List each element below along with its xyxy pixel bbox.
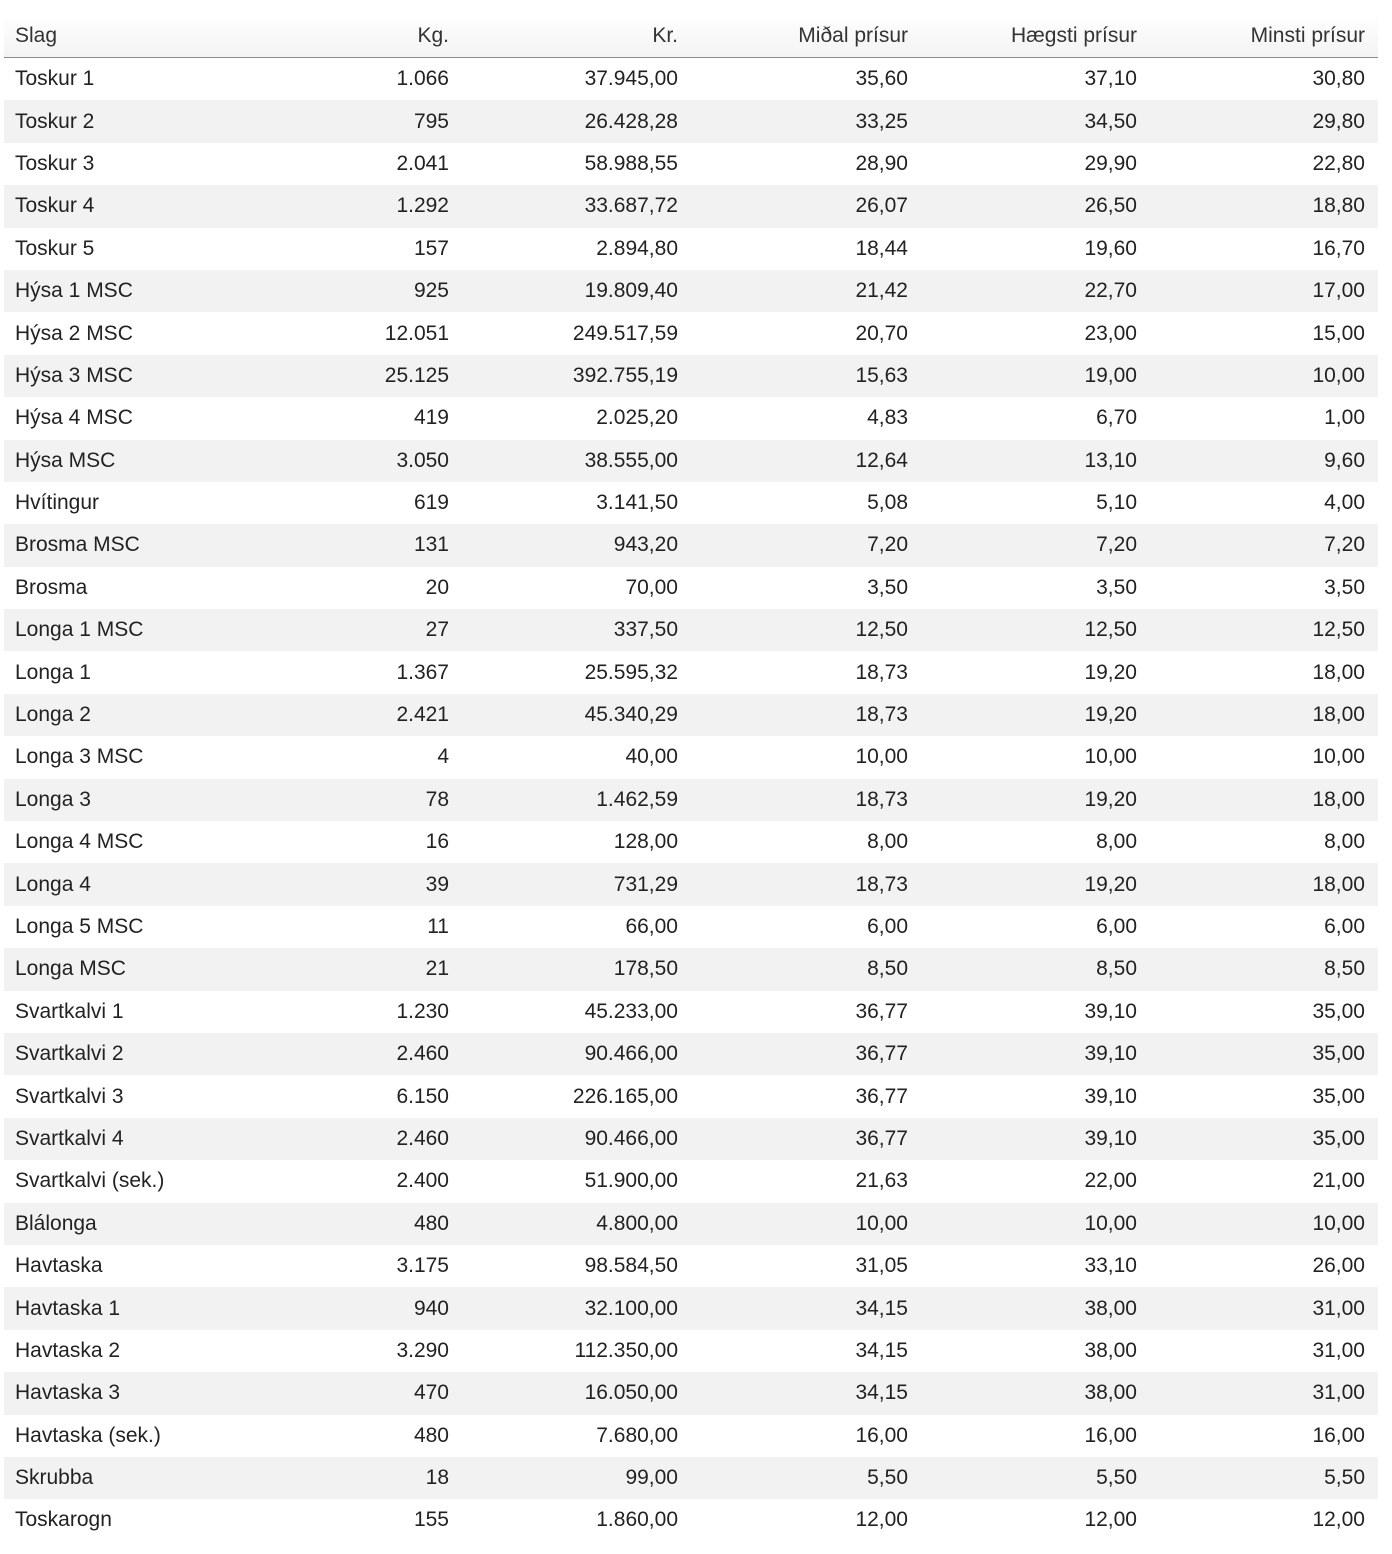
header-minsti-prisur: Minsti prísur — [1250, 23, 1365, 47]
cell-midal-prisur: 10,00 — [855, 1211, 908, 1235]
cell-kr: 90.466,00 — [584, 1126, 678, 1150]
cell-kg: 21 — [425, 957, 449, 981]
cell-minsti-prisur: 16,70 — [1312, 236, 1365, 260]
cell-kg: 470 — [413, 1381, 449, 1405]
cell-haegsti-prisur: 37,10 — [1084, 67, 1137, 91]
cell-midal-prisur: 12,64 — [855, 448, 908, 472]
cell-slag: Longa 1 — [15, 660, 91, 684]
cell-haegsti-prisur: 19,20 — [1084, 872, 1137, 896]
cell-haegsti-prisur: 8,00 — [1096, 830, 1137, 854]
cell-slag: Toskur 5 — [15, 236, 95, 260]
cell-minsti-prisur: 18,80 — [1312, 194, 1365, 218]
cell-kg: 2.421 — [396, 703, 449, 727]
cell-haegsti-prisur: 7,20 — [1096, 533, 1137, 557]
table-row — [4, 991, 1378, 1033]
cell-slag: Svartkalvi 3 — [15, 1084, 124, 1108]
cell-kr: 40,00 — [625, 745, 678, 769]
cell-kg: 18 — [425, 1466, 449, 1490]
cell-haegsti-prisur: 19,00 — [1084, 363, 1137, 387]
cell-minsti-prisur: 10,00 — [1312, 1211, 1365, 1235]
cell-kr: 943,20 — [613, 533, 678, 557]
table-header — [4, 14, 1378, 58]
cell-midal-prisur: 4,83 — [867, 406, 908, 430]
table-row — [4, 440, 1378, 482]
table-row — [4, 1287, 1378, 1329]
cell-midal-prisur: 5,08 — [867, 491, 908, 515]
cell-minsti-prisur: 21,00 — [1312, 1169, 1365, 1193]
cell-slag: Brosma MSC — [15, 533, 140, 557]
cell-kg: 4 — [437, 745, 449, 769]
cell-kr: 112.350,00 — [574, 1338, 678, 1362]
cell-slag: Longa 4 — [15, 872, 91, 896]
table-row — [4, 651, 1378, 693]
cell-kg: 1.367 — [396, 660, 449, 684]
cell-haegsti-prisur: 38,00 — [1084, 1338, 1137, 1362]
cell-kr: 178,50 — [613, 957, 678, 981]
cell-kg: 2.460 — [396, 1126, 449, 1150]
cell-slag: Svartkalvi 2 — [15, 1042, 124, 1066]
header-slag: Slag — [15, 23, 58, 47]
cell-kg: 12.051 — [384, 321, 449, 345]
cell-slag: Svartkalvi 1 — [15, 999, 124, 1023]
cell-slag: Longa 2 — [15, 703, 91, 727]
table-row — [4, 185, 1378, 227]
cell-minsti-prisur: 10,00 — [1312, 363, 1365, 387]
table-row — [4, 906, 1378, 948]
cell-slag: Longa 1 MSC — [15, 618, 144, 642]
cell-kg: 78 — [425, 787, 449, 811]
cell-minsti-prisur: 35,00 — [1312, 1126, 1365, 1150]
cell-midal-prisur: 34,15 — [855, 1296, 908, 1320]
cell-haegsti-prisur: 29,90 — [1084, 151, 1137, 175]
cell-haegsti-prisur: 38,00 — [1084, 1296, 1137, 1320]
cell-kr: 249.517,59 — [572, 321, 678, 345]
cell-haegsti-prisur: 22,70 — [1084, 279, 1137, 303]
cell-minsti-prisur: 29,80 — [1312, 109, 1365, 133]
cell-kg: 3.290 — [396, 1338, 449, 1362]
cell-minsti-prisur: 12,00 — [1312, 1508, 1365, 1532]
cell-minsti-prisur: 1,00 — [1324, 406, 1365, 430]
header-kg: Kg. — [417, 23, 449, 47]
cell-haegsti-prisur: 6,70 — [1096, 406, 1137, 430]
cell-kr: 70,00 — [625, 575, 678, 599]
cell-midal-prisur: 8,50 — [867, 957, 908, 981]
cell-kg: 11 — [427, 915, 449, 938]
cell-midal-prisur: 12,50 — [855, 618, 908, 642]
cell-kr: 7.680,00 — [596, 1423, 678, 1447]
cell-kr: 45.340,29 — [584, 703, 678, 727]
cell-kr: 1.462,59 — [596, 787, 678, 811]
cell-slag: Havtaska — [15, 1254, 103, 1278]
cell-midal-prisur: 35,60 — [855, 67, 908, 91]
cell-kg: 2.400 — [396, 1169, 449, 1193]
cell-minsti-prisur: 18,00 — [1312, 787, 1365, 811]
table-row — [4, 312, 1378, 354]
cell-midal-prisur: 36,77 — [855, 1084, 908, 1108]
table-row — [4, 948, 1378, 990]
table-row — [4, 821, 1378, 863]
cell-minsti-prisur: 31,00 — [1312, 1296, 1365, 1320]
cell-minsti-prisur: 9,60 — [1324, 448, 1365, 472]
cell-kr: 226.165,00 — [572, 1084, 678, 1108]
table-row — [4, 100, 1378, 142]
table-row — [4, 397, 1378, 439]
cell-slag: Havtaska 3 — [15, 1381, 121, 1405]
table-row — [4, 1372, 1378, 1414]
table-row — [4, 1415, 1378, 1457]
cell-midal-prisur: 10,00 — [855, 745, 908, 769]
cell-haegsti-prisur: 19,20 — [1084, 660, 1137, 684]
cell-kg: 480 — [413, 1211, 449, 1235]
cell-minsti-prisur: 35,00 — [1312, 1042, 1365, 1066]
cell-haegsti-prisur: 33,10 — [1084, 1254, 1137, 1278]
table-row — [4, 355, 1378, 397]
cell-haegsti-prisur: 19,60 — [1084, 236, 1137, 260]
cell-slag: Hýsa 4 MSC — [15, 406, 133, 430]
cell-haegsti-prisur: 39,10 — [1084, 1126, 1137, 1150]
cell-minsti-prisur: 18,00 — [1312, 872, 1365, 896]
cell-slag: Havtaska 2 — [15, 1338, 121, 1362]
cell-kg: 39 — [425, 872, 449, 896]
cell-midal-prisur: 21,63 — [855, 1169, 908, 1193]
cell-minsti-prisur: 3,50 — [1324, 575, 1365, 599]
cell-kr: 98.584,50 — [584, 1254, 678, 1278]
cell-slag: Havtaska 1 — [15, 1296, 121, 1320]
cell-kr: 45.233,00 — [584, 999, 678, 1023]
cell-minsti-prisur: 12,50 — [1312, 618, 1365, 642]
cell-midal-prisur: 18,73 — [855, 660, 908, 684]
cell-slag: Hýsa 2 MSC — [15, 321, 133, 345]
cell-slag: Longa 5 MSC — [15, 915, 144, 938]
cell-midal-prisur: 16,00 — [855, 1423, 908, 1447]
cell-kg: 16 — [425, 830, 449, 854]
cell-haegsti-prisur: 5,10 — [1096, 491, 1137, 515]
table-row — [4, 567, 1378, 609]
cell-slag: Longa MSC — [15, 957, 126, 981]
cell-kg: 1.292 — [396, 194, 449, 218]
cell-midal-prisur: 18,73 — [855, 703, 908, 727]
cell-kr: 26.428,28 — [584, 109, 678, 133]
cell-kr: 4.800,00 — [596, 1211, 678, 1235]
cell-kr: 2.025,20 — [596, 406, 678, 430]
cell-kg: 2.460 — [396, 1042, 449, 1066]
table-row — [4, 1245, 1378, 1287]
cell-kg: 2.041 — [396, 151, 449, 175]
price-table-container — [4, 14, 1378, 1542]
cell-kg: 619 — [413, 491, 449, 515]
cell-minsti-prisur: 18,00 — [1312, 660, 1365, 684]
cell-kr: 731,29 — [613, 872, 678, 896]
cell-haegsti-prisur: 12,00 — [1084, 1508, 1137, 1532]
table-row — [4, 694, 1378, 736]
cell-midal-prisur: 34,15 — [855, 1338, 908, 1362]
cell-kg: 3.050 — [396, 448, 449, 472]
cell-midal-prisur: 7,20 — [867, 533, 908, 557]
cell-midal-prisur: 5,50 — [867, 1466, 908, 1490]
table-row — [4, 143, 1378, 185]
cell-slag: Svartkalvi 4 — [15, 1126, 124, 1150]
cell-haegsti-prisur: 34,50 — [1084, 109, 1137, 133]
cell-minsti-prisur: 8,50 — [1324, 957, 1365, 981]
cell-slag: Blálonga — [15, 1211, 97, 1235]
cell-midal-prisur: 20,70 — [855, 321, 908, 345]
cell-kg: 925 — [413, 279, 449, 303]
table-row — [4, 58, 1378, 101]
cell-minsti-prisur: 5,50 — [1324, 1466, 1365, 1490]
cell-midal-prisur: 18,44 — [855, 236, 908, 260]
cell-minsti-prisur: 31,00 — [1312, 1338, 1365, 1362]
cell-kg: 27 — [425, 618, 449, 642]
cell-kr: 25.595,32 — [584, 660, 678, 684]
header-row — [4, 14, 1378, 58]
cell-haegsti-prisur: 8,50 — [1096, 957, 1137, 981]
cell-midal-prisur: 36,77 — [855, 999, 908, 1023]
cell-kr: 128,00 — [613, 830, 678, 854]
cell-kg: 25.125 — [384, 363, 449, 387]
cell-haegsti-prisur: 23,00 — [1084, 321, 1137, 345]
cell-kg: 157 — [413, 236, 449, 260]
cell-kr: 33.687,72 — [584, 194, 678, 218]
cell-kr: 90.466,00 — [584, 1042, 678, 1066]
cell-kg: 20 — [425, 575, 449, 599]
cell-slag: Havtaska (sek.) — [15, 1423, 161, 1447]
cell-kg: 3.175 — [396, 1254, 449, 1278]
cell-haegsti-prisur: 13,10 — [1084, 448, 1137, 472]
cell-kr: 51.900,00 — [584, 1169, 678, 1193]
cell-kg: 155 — [413, 1508, 449, 1532]
cell-kr: 38.555,00 — [584, 448, 678, 472]
cell-kr: 337,50 — [613, 618, 678, 642]
cell-minsti-prisur: 17,00 — [1312, 279, 1365, 303]
cell-slag: Toskur 2 — [15, 109, 95, 133]
table-row — [4, 736, 1378, 778]
table-row — [4, 228, 1378, 270]
table-row — [4, 1203, 1378, 1245]
cell-slag: Hýsa MSC — [15, 448, 116, 472]
table-row — [4, 863, 1378, 905]
cell-haegsti-prisur: 5,50 — [1096, 1466, 1137, 1490]
cell-slag: Toskur 4 — [15, 194, 95, 218]
cell-slag: Svartkalvi (sek.) — [15, 1169, 165, 1193]
cell-kr: 3.141,50 — [596, 491, 678, 515]
cell-minsti-prisur: 18,00 — [1312, 703, 1365, 727]
cell-slag: Toskarogn — [15, 1508, 112, 1532]
cell-haegsti-prisur: 26,50 — [1084, 194, 1137, 218]
cell-minsti-prisur: 22,80 — [1312, 151, 1365, 175]
cell-midal-prisur: 31,05 — [855, 1254, 908, 1278]
cell-kr: 32.100,00 — [584, 1296, 678, 1320]
cell-kr: 2.894,80 — [596, 236, 678, 260]
cell-midal-prisur: 15,63 — [855, 363, 908, 387]
cell-kr: 19.809,40 — [584, 279, 678, 303]
table-body — [4, 58, 1378, 1542]
table-row — [4, 1160, 1378, 1202]
cell-haegsti-prisur: 10,00 — [1084, 745, 1137, 769]
cell-minsti-prisur: 35,00 — [1312, 1084, 1365, 1108]
cell-midal-prisur: 36,77 — [855, 1042, 908, 1066]
cell-haegsti-prisur: 19,20 — [1084, 787, 1137, 811]
price-table — [4, 14, 1378, 1542]
cell-kg: 480 — [413, 1423, 449, 1447]
cell-minsti-prisur: 6,00 — [1324, 915, 1365, 938]
cell-kr: 58.988,55 — [584, 151, 678, 175]
cell-slag: Longa 4 MSC — [15, 830, 144, 854]
cell-kr: 37.945,00 — [584, 67, 678, 91]
table-row — [4, 1457, 1378, 1499]
table-row — [4, 1118, 1378, 1160]
cell-haegsti-prisur: 16,00 — [1084, 1423, 1137, 1447]
cell-midal-prisur: 21,42 — [855, 279, 908, 303]
cell-kg: 419 — [413, 406, 449, 430]
cell-kg: 795 — [413, 109, 449, 133]
cell-kr: 16.050,00 — [584, 1381, 678, 1405]
cell-minsti-prisur: 30,80 — [1312, 67, 1365, 91]
table-row — [4, 1033, 1378, 1075]
cell-haegsti-prisur: 39,10 — [1084, 1084, 1137, 1108]
header-haegsti-prisur: Hægsti prísur — [1010, 23, 1137, 47]
cell-haegsti-prisur: 22,00 — [1084, 1169, 1137, 1193]
cell-midal-prisur: 8,00 — [867, 830, 908, 854]
cell-slag: Brosma — [15, 575, 88, 599]
cell-midal-prisur: 12,00 — [855, 1508, 908, 1532]
cell-midal-prisur: 26,07 — [855, 194, 908, 218]
cell-haegsti-prisur: 3,50 — [1096, 575, 1137, 599]
cell-slag: Skrubba — [15, 1466, 94, 1490]
table-row — [4, 270, 1378, 312]
cell-haegsti-prisur: 19,20 — [1084, 703, 1137, 727]
cell-haegsti-prisur: 10,00 — [1084, 1211, 1137, 1235]
cell-minsti-prisur: 16,00 — [1312, 1423, 1365, 1447]
table-row — [4, 482, 1378, 524]
cell-kr: 99,00 — [625, 1466, 678, 1490]
cell-midal-prisur: 18,73 — [855, 787, 908, 811]
table-row — [4, 524, 1378, 566]
cell-midal-prisur: 28,90 — [855, 151, 908, 175]
cell-midal-prisur: 34,15 — [855, 1381, 908, 1405]
cell-minsti-prisur: 31,00 — [1312, 1381, 1365, 1405]
cell-slag: Hýsa 1 MSC — [15, 279, 133, 303]
cell-kr: 66,00 — [625, 915, 678, 938]
cell-kg: 6.150 — [396, 1084, 449, 1108]
cell-minsti-prisur: 8,00 — [1324, 830, 1365, 854]
cell-midal-prisur: 36,77 — [855, 1126, 908, 1150]
cell-slag: Longa 3 — [15, 787, 91, 811]
cell-haegsti-prisur: 12,50 — [1084, 618, 1137, 642]
table-row — [4, 1330, 1378, 1372]
cell-haegsti-prisur: 39,10 — [1084, 1042, 1137, 1066]
cell-minsti-prisur: 26,00 — [1312, 1254, 1365, 1278]
cell-slag: Longa 3 MSC — [15, 745, 144, 769]
cell-minsti-prisur: 15,00 — [1312, 321, 1365, 345]
cell-midal-prisur: 33,25 — [855, 109, 908, 133]
cell-kg: 1.230 — [396, 999, 449, 1023]
cell-minsti-prisur: 4,00 — [1324, 491, 1365, 515]
header-midal-prisur: Miðal prísur — [798, 23, 908, 47]
cell-haegsti-prisur: 38,00 — [1084, 1381, 1137, 1405]
cell-haegsti-prisur: 39,10 — [1084, 999, 1137, 1023]
cell-midal-prisur: 3,50 — [867, 575, 908, 599]
cell-minsti-prisur: 35,00 — [1312, 999, 1365, 1023]
cell-midal-prisur: 18,73 — [855, 872, 908, 896]
cell-kr: 1.860,00 — [596, 1508, 678, 1532]
table-row — [4, 1075, 1378, 1117]
cell-haegsti-prisur: 6,00 — [1096, 915, 1137, 938]
header-kr: Kr. — [652, 23, 678, 47]
cell-minsti-prisur: 7,20 — [1324, 533, 1365, 557]
cell-kg: 1.066 — [396, 67, 449, 91]
table-row — [4, 1499, 1378, 1541]
cell-minsti-prisur: 10,00 — [1312, 745, 1365, 769]
table-row — [4, 609, 1378, 651]
cell-kg: 940 — [413, 1296, 449, 1320]
cell-midal-prisur: 6,00 — [867, 915, 908, 938]
cell-kg: 131 — [413, 533, 449, 557]
cell-kr: 392.755,19 — [572, 363, 678, 387]
cell-slag: Hvítingur — [15, 491, 100, 515]
cell-slag: Hýsa 3 MSC — [15, 363, 133, 387]
cell-slag: Toskur 1 — [15, 67, 95, 91]
cell-slag: Toskur 3 — [15, 151, 95, 175]
table-row — [4, 779, 1378, 821]
